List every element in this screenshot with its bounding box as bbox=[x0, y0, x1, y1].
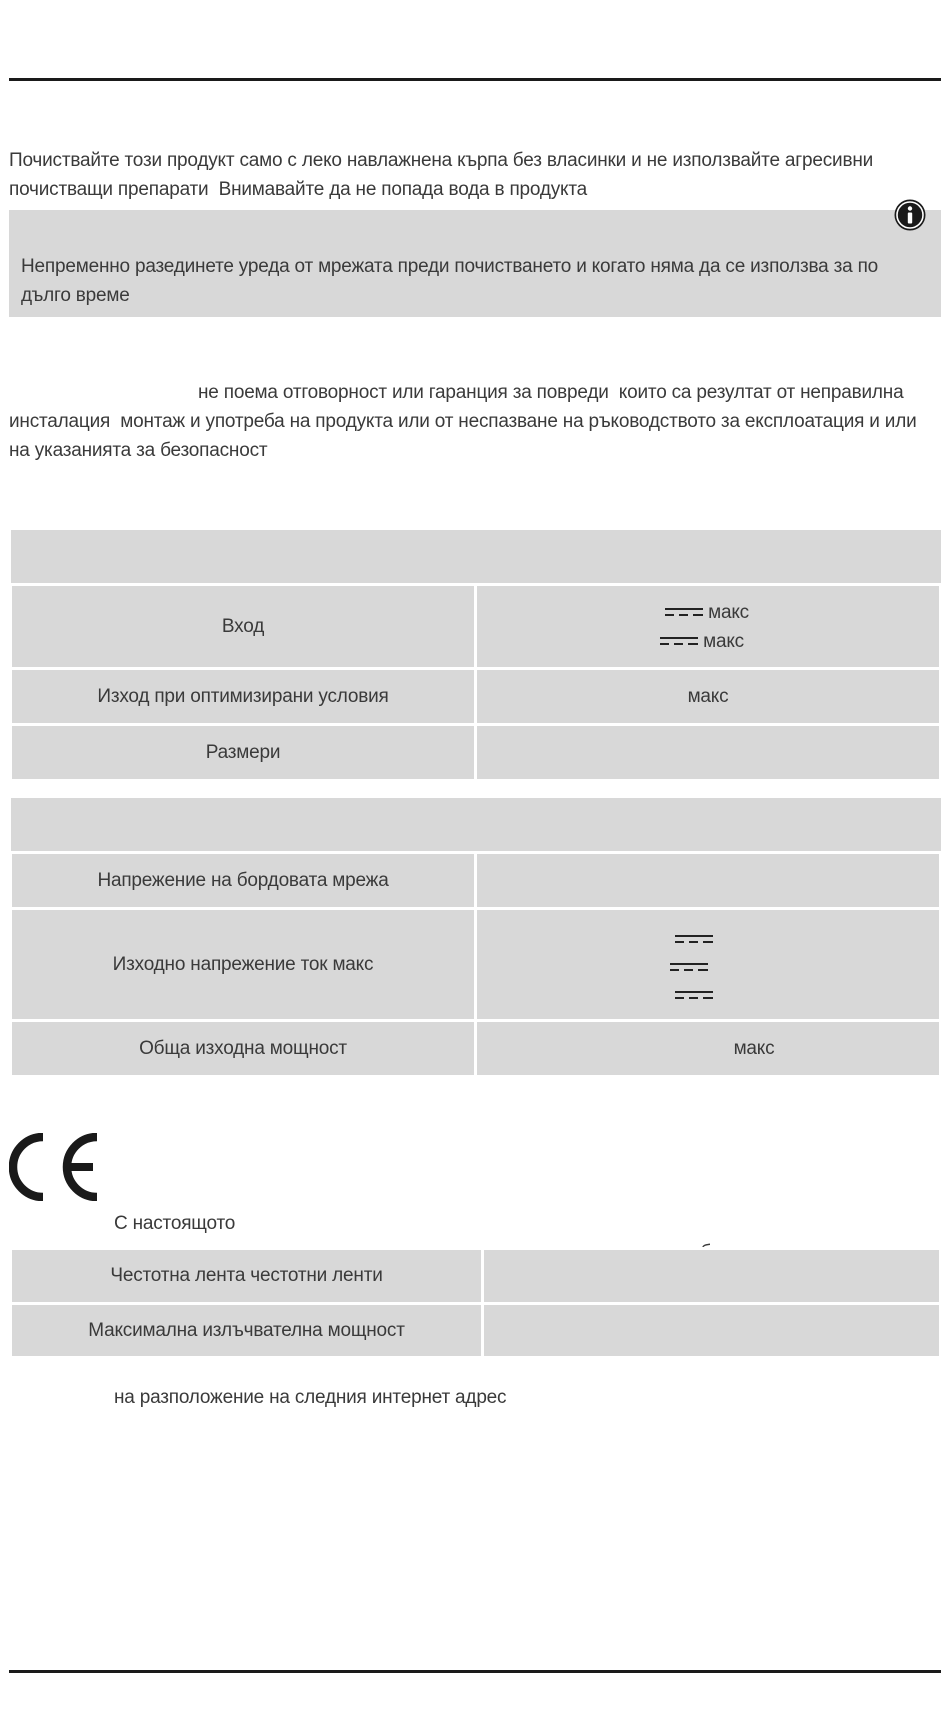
table1-input-line2: макс bbox=[703, 630, 744, 652]
table3-row-frequency-value bbox=[483, 1249, 941, 1304]
cleaning-note-box bbox=[9, 210, 941, 317]
table1-row-output-label: Изход при оптимизирани условия bbox=[11, 669, 476, 725]
dc-symbol-icon bbox=[675, 933, 713, 945]
table2-header bbox=[11, 797, 941, 853]
top-rule bbox=[9, 78, 941, 81]
ce-mark-logo bbox=[9, 1133, 99, 1201]
table2-power-value-text: макс bbox=[733, 1037, 775, 1059]
bottom-rule bbox=[9, 1670, 941, 1673]
spec-table-car-adapter bbox=[9, 795, 942, 1078]
table1-header bbox=[11, 529, 941, 585]
spec-table-power-supply bbox=[9, 527, 942, 782]
cleaning-text: Почиствайте този продукт само с леко навлажнена кърпа без власинки и не използвайте агресивни почистващи препарати Внимавайте да не попада вода в продукта bbox=[9, 150, 879, 200]
dc-symbol-icon bbox=[675, 989, 713, 1001]
dc-symbol-icon bbox=[665, 606, 703, 618]
table2-row-power-label: Обща изходна мощност bbox=[11, 1021, 476, 1077]
table1-input-line1: макс bbox=[708, 601, 749, 623]
dc-symbol-icon bbox=[660, 635, 698, 647]
table1-row-input-label: Вход bbox=[11, 585, 476, 669]
table1-row-dimensions-label: Размери bbox=[11, 725, 476, 781]
table3-row-frequency-label: Честотна лента честотни ленти bbox=[11, 1249, 483, 1304]
table2-row-voltage-label: Напрежение на бордовата мрежа bbox=[11, 853, 476, 909]
dc-symbol-icon bbox=[670, 961, 708, 973]
liability-text-content: не поема отговорност или гаранция за повреди които са резултат от неправилна инсталация монтаж и употреба на продукта или от неспазване на ръководството за експлоатация и или на указанията за безопасност bbox=[9, 382, 922, 461]
declaration-line3: на разположение на следния интернет адрес bbox=[114, 1387, 507, 1408]
table2-row-power-value bbox=[476, 1021, 941, 1077]
table3-row-power-label: Максимална излъчвателна мощност bbox=[11, 1304, 483, 1358]
table1-row-input-value bbox=[476, 585, 941, 669]
table3-row-power-value bbox=[483, 1304, 941, 1358]
table1-row-dimensions-value bbox=[476, 725, 941, 781]
spec-table-radio bbox=[9, 1247, 942, 1359]
table1-row-output-value: макс bbox=[476, 669, 941, 725]
table2-row-output-label: Изходно напрежение ток макс bbox=[11, 909, 476, 1021]
cleaning-note-text: Непременно разединете уреда от мрежата преди почистването и когато няма да се използва за по дълго време bbox=[21, 256, 879, 306]
table2-row-voltage-value bbox=[476, 853, 941, 909]
info-icon bbox=[893, 198, 927, 232]
liability-text bbox=[9, 378, 934, 465]
declaration-line1-start: С настоящото bbox=[114, 1213, 236, 1234]
table2-row-output-value bbox=[476, 909, 941, 1021]
